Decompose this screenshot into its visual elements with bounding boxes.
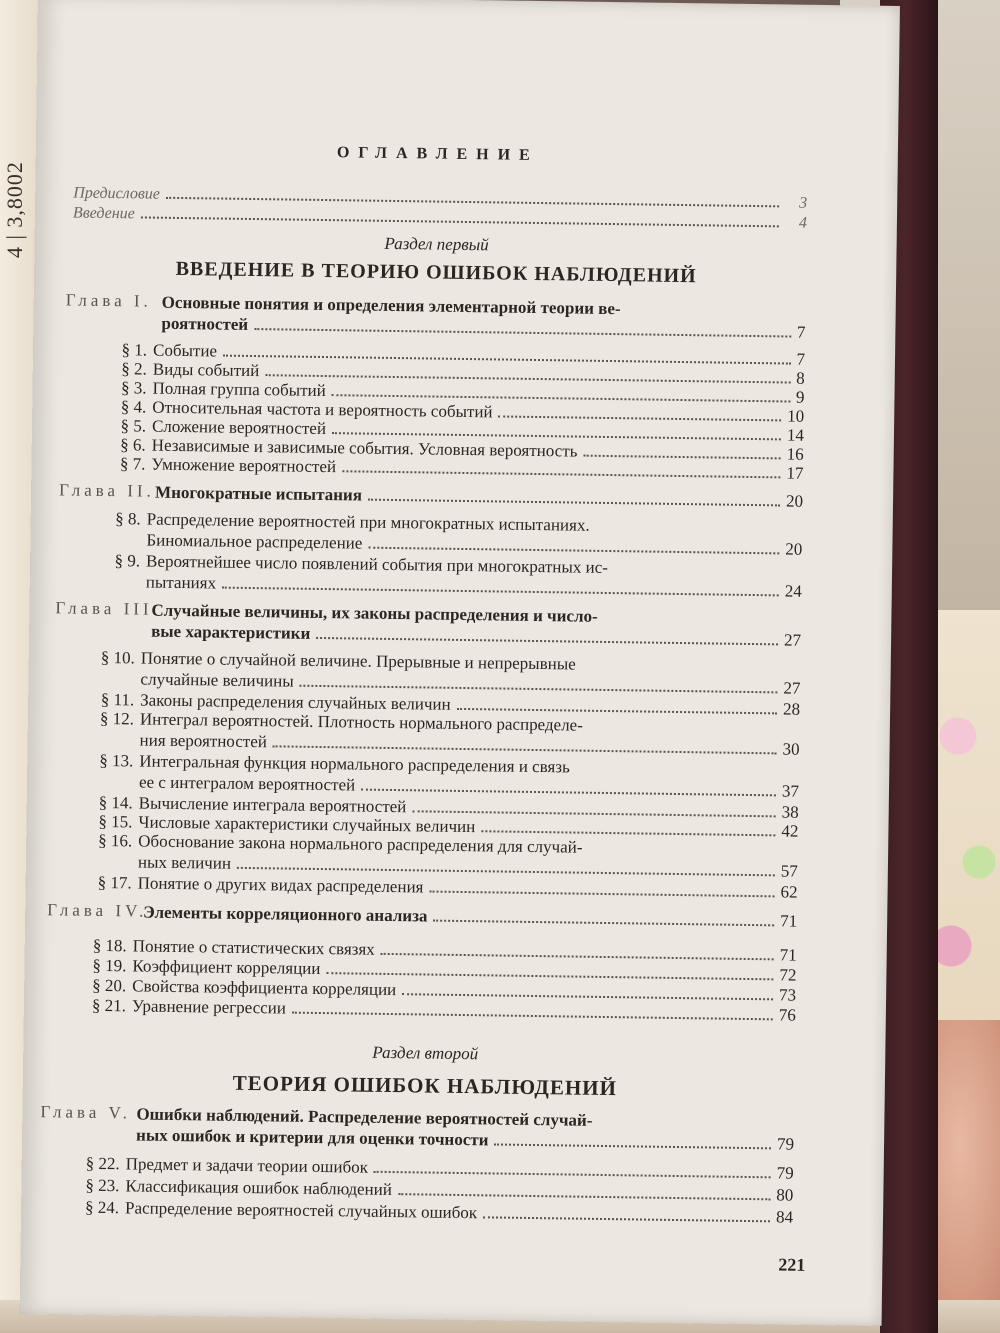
section-title: Предмет и задачи теории ошибок	[125, 1154, 369, 1177]
chapter-title: Основные понятия и определения элементарной теории ве-	[161, 292, 621, 319]
chapter-label: Глава IV.	[47, 900, 148, 921]
section-number: § 7.	[119, 454, 146, 474]
chapter-title-cont: вые характеристики	[151, 621, 311, 643]
entry-page: 7	[796, 322, 806, 342]
section-title: Независимые и зависимые события. Условная вероятность	[151, 435, 578, 461]
entry-page: 8	[796, 368, 805, 388]
section-number: § 17.	[97, 872, 132, 893]
entry-page: 3	[799, 194, 808, 212]
dot-leader	[368, 498, 780, 507]
dot-leader	[368, 546, 779, 555]
entry-page: 57	[780, 861, 799, 881]
entry-page: 38	[781, 802, 799, 822]
section-title: Сложение вероятностей	[151, 416, 327, 439]
dot-leader	[316, 636, 778, 645]
part-label: Раздел первый	[384, 233, 489, 255]
chapter-title-cont: ных ошибок и критерии для оценки точности	[135, 1125, 489, 1150]
section-number: § 5.	[120, 416, 147, 436]
section-title: Распределение вероятностей при многократных испытаниях.	[146, 509, 590, 535]
section-number: § 22.	[85, 1153, 120, 1174]
section-title: Обоснование закона нормального распределения для случай-	[138, 831, 583, 857]
section-title: Понятие о случайной величине. Прерывные и непрерывные	[140, 648, 576, 674]
entry-page: 20	[785, 539, 803, 559]
dot-leader	[222, 586, 779, 597]
entry-page: 80	[776, 1185, 794, 1205]
section-number: § 10.	[100, 647, 135, 668]
part-label: Раздел второй	[372, 1042, 479, 1064]
section-title: Свойства коэффициента корреляции	[132, 976, 397, 1000]
toc-chapter[interactable]	[40, 1102, 795, 1155]
section-title: Полная группа событий	[152, 378, 326, 401]
entry-page: 27	[783, 630, 802, 650]
section-title: Виды событий	[152, 359, 260, 381]
chapter-label: Глава V.	[40, 1102, 132, 1123]
entry-page: 84	[775, 1207, 794, 1227]
section-number: § 13.	[99, 750, 134, 771]
dot-leader	[494, 1142, 771, 1149]
dot-leader	[433, 919, 774, 927]
table-of-contents	[40, 0, 810, 1275]
toc-title: ОГЛАВЛЕНИЕ	[336, 144, 539, 164]
entry-page: 79	[776, 1134, 795, 1154]
section-title: Числовые характеристики случайных величин	[138, 812, 476, 837]
section-number: § 2.	[121, 359, 147, 379]
chapter-title: Ошибки наблюдений. Распределение вероятностей случай-	[136, 1104, 593, 1130]
dot-leader	[292, 1011, 773, 1021]
dot-leader	[141, 215, 779, 227]
dot-leader	[254, 327, 791, 337]
section-title: Распределение вероятностей случайных ошибок	[124, 1198, 478, 1223]
section-number: § 9.	[114, 551, 141, 571]
entry-page: 24	[784, 581, 802, 601]
toc-chapter[interactable]	[47, 900, 797, 931]
book-page	[20, 0, 900, 1326]
section-number: § 18.	[92, 935, 127, 956]
section-title-cont: Биномиальное распределение	[146, 530, 363, 553]
entry-page: 76	[778, 1005, 796, 1025]
section-number: § 14.	[98, 792, 133, 813]
entry-page: 73	[779, 985, 797, 1005]
entry-page: 71	[780, 911, 798, 931]
section-title: Уравнение регрессии	[131, 996, 287, 1018]
entry-page: 20	[785, 491, 804, 511]
entry-page: 10	[787, 406, 805, 426]
entry-page: 30	[782, 739, 800, 759]
section-title-cont: ных величин	[137, 852, 232, 873]
section-number: § 8.	[115, 509, 141, 529]
section-number: § 4.	[120, 397, 147, 417]
page-number: 221	[778, 1254, 806, 1275]
section-number: § 24.	[84, 1197, 120, 1218]
chapter-label: Глава I.	[65, 290, 152, 311]
entry-page: 16	[786, 444, 804, 464]
section-title: Интегральная функция нормального распределения и связь	[139, 751, 570, 777]
chapter-title: Элементы корреляционного анализа	[143, 902, 428, 926]
section-number: § 3.	[120, 378, 147, 398]
toc-section[interactable]	[84, 550, 803, 602]
section-title: Интеграл вероятностей. Плотность нормального распределе-	[139, 709, 583, 735]
entry-page: 27	[783, 678, 801, 698]
dot-leader	[166, 196, 779, 208]
section-title-cont: пытаниях	[145, 572, 217, 593]
section-title: Классификация ошибок наблюдений	[125, 1176, 393, 1200]
chapter-title: Многократные испытания	[154, 482, 363, 505]
chapter-title-cont: роятностей	[161, 313, 249, 334]
part-title: ВВЕДЕНИЕ В ТЕОРИЮ ОШИБОК НАБЛЮДЕНИЙ	[175, 257, 697, 288]
section-title: Законы распределения случайных величин	[140, 690, 451, 714]
entry-page: 62	[780, 882, 798, 902]
section-title: Событие	[152, 340, 218, 361]
section-title: Вычисление интеграла вероятностей	[138, 793, 407, 817]
section-title-cont: ее с интегралом вероятностей	[138, 772, 356, 795]
spine-text: 4 | 3,8002	[2, 161, 27, 259]
dot-leader	[361, 788, 776, 797]
part-title: ТЕОРИЯ ОШИБОК НАБЛЮДЕНИЙ	[232, 1070, 618, 1101]
section-number: § 12.	[99, 708, 135, 729]
section-title: Понятие о других видах распределения	[137, 873, 424, 897]
section-number: § 21.	[91, 995, 127, 1016]
dot-leader	[583, 454, 780, 460]
entry-page: 28	[782, 699, 801, 719]
section-title: Относительная частота и вероятность событий	[152, 397, 493, 422]
chapter-label: Глава II.	[58, 480, 155, 501]
chapter-label: Глава III.	[55, 598, 162, 619]
dot-leader	[342, 469, 780, 478]
entry-page: 4	[798, 214, 808, 232]
entry-page: 9	[795, 387, 805, 407]
toc-chapter[interactable]	[65, 290, 806, 342]
entry-page: 79	[776, 1163, 794, 1183]
entry-page: 71	[779, 945, 797, 965]
section-number: § 23.	[85, 1175, 120, 1196]
toc-chapter[interactable]	[59, 480, 803, 511]
section-number: § 6.	[120, 435, 146, 455]
section-number: § 19.	[92, 955, 127, 976]
dot-leader	[483, 1215, 770, 1222]
section-title-cont: случайные величины	[140, 669, 294, 691]
entry-page: 14	[786, 425, 805, 445]
section-title-cont: ния вероятностей	[139, 730, 268, 752]
section-number: § 20.	[92, 975, 127, 996]
entry-page: 42	[781, 821, 799, 841]
section-title: Понятие о статистических связях	[132, 936, 375, 959]
entry-page: 17	[786, 463, 804, 483]
dot-leader	[429, 890, 774, 898]
section-title: Умножение вероятностей	[151, 454, 337, 477]
chapter-title: Случайные величины, их законы распределения и число-	[151, 600, 598, 626]
dot-leader	[374, 1170, 771, 1179]
entry-page: 37	[781, 781, 800, 801]
section-title: Вероятнейшее число появлений события при многократных ис-	[146, 551, 609, 577]
entry-label: Предисловие	[73, 184, 161, 203]
section-number: § 11.	[100, 689, 135, 710]
section-number: § 16.	[98, 830, 133, 851]
section-number: § 1.	[121, 340, 148, 360]
floral-fabric	[930, 610, 1000, 1030]
dot-leader	[398, 1192, 770, 1200]
entry-page: 72	[779, 965, 797, 985]
entry-page: 7	[796, 349, 806, 369]
entry-label: Введение	[72, 204, 135, 223]
section-title: Коэффициент корреляции	[132, 956, 321, 979]
section-number: § 15.	[98, 811, 133, 832]
toc-chapter[interactable]	[55, 598, 802, 650]
